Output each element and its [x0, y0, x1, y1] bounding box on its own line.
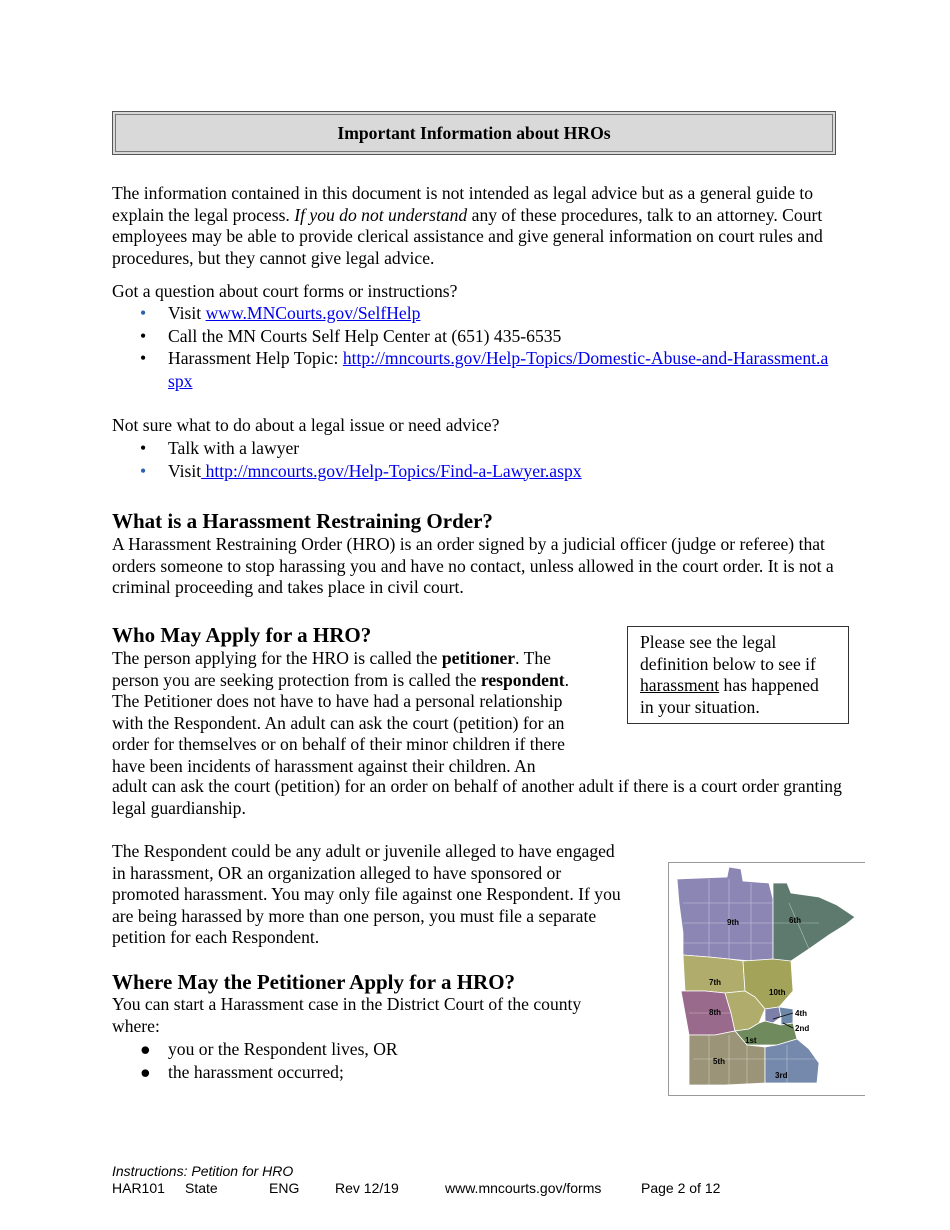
- list-item: ● you or the Respondent lives, OR: [140, 1039, 398, 1059]
- list-item: ● the harassment occurred;: [140, 1061, 344, 1082]
- footer-url: www.mncourts.gov/forms: [445, 1180, 602, 1196]
- map-label-1st: 1st: [745, 1036, 757, 1045]
- district-map-image: [669, 863, 865, 1095]
- harassment-callout: Please see the legal definition below to see if harassment has happened in your situation.: [627, 626, 849, 724]
- selfhelp-link[interactable]: www.MNCourts.gov/SelfHelp: [205, 303, 421, 323]
- district-9th-region: [677, 867, 773, 961]
- map-label-9th: 9th: [727, 918, 739, 927]
- who-may-body-continued: adult can ask the court (petition) for an order on behalf of another adult if there is a court order granting legal guardianship.: [112, 776, 842, 818]
- list-item: • Call the MN Courts Self Help Center at (651) 435-6535: [140, 325, 562, 346]
- questions-list: [112, 302, 832, 392]
- advice-intro: Not sure what to do about a legal issue or need advice?: [112, 415, 500, 435]
- list-item: • Harassment Help Topic: http://mncourts.gov/Help-Topics/Domestic-Abuse-and-Harassment.aspx: [140, 348, 829, 391]
- intro-text-1: The information contained in this document is not intended as legal advice but as a general guide to explain the legal process.: [112, 183, 814, 225]
- map-label-10th: 10th: [769, 988, 786, 997]
- map-label-2nd: 2nd: [795, 1024, 810, 1033]
- district-map: [668, 862, 865, 1096]
- find-lawyer-link[interactable]: http://mncourts.gov/Help-Topics/Find-a-Lawyer.aspx: [201, 460, 582, 481]
- list-item: • Talk with a lawyer: [140, 438, 300, 458]
- footer-language: ENG: [269, 1180, 300, 1196]
- district-7th-region: [683, 955, 745, 993]
- intro-paragraph: [112, 183, 842, 269]
- harassment-help-link[interactable]: http://mncourts.gov/Help-Topics/Domestic-Abuse-and-Harassment.aspx: [168, 348, 829, 391]
- header-title: Important Information about HROs: [115, 114, 833, 152]
- page-footer: [112, 1163, 721, 1196]
- footer-title: Instructions: Petition for HRO: [112, 1163, 294, 1179]
- footer-revision: Rev 12/19: [335, 1180, 399, 1196]
- map-label-4th: 4th: [795, 1009, 807, 1018]
- district-3rd-region: [765, 1039, 819, 1083]
- advice-list: [112, 437, 832, 482]
- questions-intro: Got a question about court forms or instructions?: [112, 281, 458, 301]
- footer-type: State: [185, 1180, 218, 1196]
- what-is-heading: What is a Harassment Restraining Order?: [112, 509, 493, 533]
- district-6th-region: [773, 883, 855, 967]
- footer-page-number: Page 2 of 12: [641, 1180, 721, 1196]
- district-2nd-region: [779, 1007, 793, 1025]
- where-may-heading: Where May the Petitioner Apply for a HRO?: [112, 970, 516, 994]
- map-label-8th: 8th: [709, 1008, 721, 1017]
- map-label-3rd: 3rd: [775, 1071, 788, 1080]
- who-may-body: The person applying for the HRO is called the petitioner. The person you are seeking protection from is called the respondent. The Petitioner does not have to have had a personal relationship with the Respondent. An adult can ask the court (petition) for an order for themselves or on behalf of their minor children if there have been incidents of harassment against their children. An: [112, 648, 570, 776]
- what-is-body: A Harassment Restraining Order (HRO) is an order signed by a judicial officer (judge or referee) that orders someone to stop harassing you and have no contact, unless allowed in the court order. It is not a criminal proceeding and takes place in civil court.: [112, 534, 834, 598]
- harassment-term: harassment: [640, 675, 720, 696]
- respondent-term: respondent: [480, 669, 565, 690]
- respondent-body: The Respondent could be any adult or juvenile alleged to have engaged in harassment, OR an organization alleged to have sponsored or promoted harassment. You may only file against one Respondent. If you are being harassed by more than one person, you must file a separate petition for each Respondent.: [112, 841, 621, 948]
- intro-text-2: any of these procedures, talk to an attorney. Court employees may be able to provide clerical assistance and give general information on court rules and procedures, but they cannot give legal advice.: [112, 204, 823, 268]
- petitioner-term: petitioner: [441, 648, 516, 668]
- list-item: • Visit http://mncourts.gov/Help-Topics/Find-a-Lawyer.aspx: [140, 460, 582, 481]
- header-box: [112, 111, 836, 155]
- map-label-6th: 6th: [789, 916, 801, 925]
- map-label-7th: 7th: [709, 978, 721, 987]
- where-may-list: [112, 1038, 612, 1083]
- district-4th-region: [765, 1007, 781, 1023]
- intro-italic: If you do not understand: [294, 204, 468, 225]
- who-may-heading: Who May Apply for a HRO?: [112, 623, 372, 647]
- map-label-5th: 5th: [713, 1057, 725, 1066]
- footer-form-code: HAR101: [112, 1180, 165, 1196]
- where-may-body: You can start a Harassment case in the District Court of the county where:: [112, 994, 582, 1036]
- list-item: • Visit www.MNCourts.gov/SelfHelp: [140, 303, 421, 323]
